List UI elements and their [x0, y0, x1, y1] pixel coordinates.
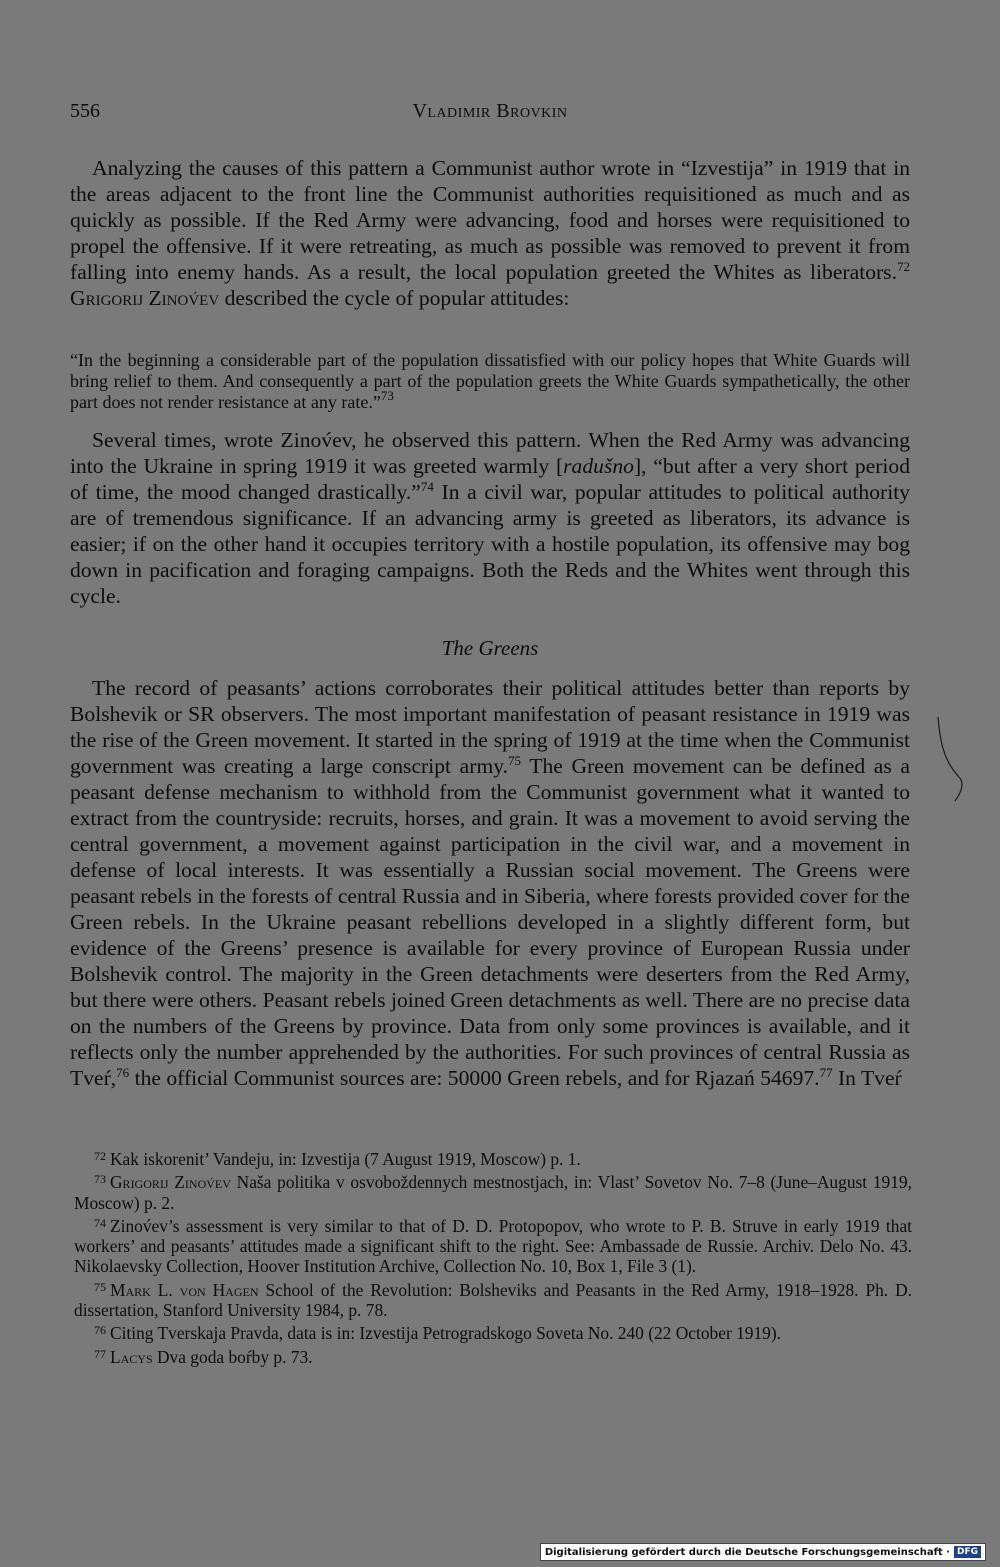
author-name-zinovev: Grigorij Zinov́ev: [70, 286, 220, 310]
footnote-text: Naša politika v osvoboždennych mestnostjach, in: Vlast’ Sovetov No. 7–8 (June–August 1919, Moscow) p. 2.: [74, 1172, 912, 1213]
page-number: 556: [70, 100, 100, 122]
footnote-77: [74, 1344, 912, 1367]
footnote-72: [74, 1146, 912, 1169]
footnote-ref-73[interactable]: 73: [380, 388, 394, 403]
footnote-number: 72: [94, 1149, 106, 1163]
footnote-number: 73: [94, 1172, 106, 1187]
footnote-76: [74, 1320, 912, 1343]
footnote-number: 74: [94, 1215, 106, 1230]
footnote-ref-72[interactable]: 72: [897, 259, 910, 274]
paragraph-1-text-a: Analyzing the causes of this pattern a Communist author wrote in “Izvestija” in 1919 that in the areas adjacent to the front line the Communist authorities requisitioned as much and as quickly as possible. If the Red Army were advancing, food and horses were requisitioned to propel the offensive. If it were retreating, as much as possible was removed to prevent it from falling into enemy hands. As a result, the local population greeted the Whites as liberators.: [70, 156, 910, 284]
footnote-ref-75[interactable]: 75: [508, 753, 522, 768]
paragraph-2-text-a: Several times, wrote Zinov́ev, he observed this pattern. When the Red Army was advancing into the Ukraine in spring 1919 it was greeted warmly [: [70, 428, 910, 478]
footnote-number: 75: [94, 1279, 106, 1294]
footnote-author: Lacys: [110, 1346, 153, 1367]
paragraph-1-text-b: described the cycle of popular attitudes:: [219, 286, 570, 310]
paragraph-2-text-c: In a civil war, popular attitudes to political authority are of tremendous significance. If an advancing army is greeted as liberators, its advance is easier; if on the other hand it occupies territory with a hostile population, its offensive may bog down in pacification and foraging campaigns. Both the Reds and the Whites went through this cycle.: [70, 480, 910, 608]
footer-text: Digitalisierung gefördert durch die Deutsche Forschungsgemeinschaft ·: [544, 1546, 950, 1558]
footnote-text: Zinov́ev’s assessment is very similar to that of D. D. Protopopov, who wrote to P. B. Struve in early 1919 that workers’ and peasants’ attitudes made a significant shift to the right. See: Ambassade de Russie. Archiv. Delo No. 43. Nikolaevsky Collection, Hoover Institution Archive, Collection No. 10, Box 1, File 3 (1).: [74, 1215, 912, 1277]
footnote-74: [74, 1213, 912, 1277]
paragraph-3: [70, 675, 910, 1091]
paragraph-2-italic-term: radušno: [563, 454, 634, 478]
paragraph-3-text-c: the official Communist sources are: 50000 Green rebels, and for Rjazań 54697.: [129, 1066, 820, 1090]
paragraph-2-text-b: ], “but after a very short period of time, the mood changed drastically.”: [70, 454, 911, 504]
footnote-author: Mark L. von Hagen: [110, 1279, 259, 1300]
footnote-ref-74[interactable]: 74: [420, 479, 434, 494]
margin-pencil-mark: [935, 715, 975, 805]
footnote-author: Grigorij Zinov́ev: [110, 1172, 231, 1193]
paragraph-3-text-d: In Tveŕ: [832, 1066, 902, 1090]
block-quote: [70, 350, 910, 413]
running-head: [70, 100, 910, 130]
footnote-text: Citing Tverskaja Pravda, data is in: Izvestija Petrogradskogo Soveta No. 240 (22 October 1919).: [110, 1323, 782, 1344]
paragraph-2: [70, 427, 910, 609]
quote-text: “In the beginning a considerable part of the population dissatisfied with our policy hopes that White Guards will bring relief to them. And consequently a part of the population greets the White Guards sympathetically, the other part does not render resistance at any rate.”: [70, 350, 910, 412]
footnote-75: [74, 1277, 912, 1321]
footnote-ref-77[interactable]: 77: [819, 1065, 833, 1080]
footnote-text: Kak iskorenit’ Vandeju, in: Izvestija (7 August 1919, Moscow) p. 1.: [110, 1149, 581, 1169]
section-heading: The Greens: [441, 636, 539, 660]
footnote-73: [74, 1169, 912, 1213]
footnote-text: Dva goda boŕby p. 73.: [152, 1346, 313, 1367]
paragraph-3-text-b: The Green movement can be defined as a peasant defense mechanism to withhold from the Communist government what it wanted to extract from the countryside: recruits, horses, and grain. It was a movement to avoid serving the central government, a movement against participation in the civil war, and a movement in defense of local interests. It was essentially a Russian social movement. The Greens were peasant rebels in the forests of central Russia and in Siberia, where forests provided cover for the Green rebels. In the Ukraine peasant rebellions developed in a slightly different form, but evidence of the Greens’ presence is available for every province of European Russia under Bolshevik control. The majority in the Green detachments were deserters from the Red Army, but there were others. Peasant rebels joined Green detachments as well. There are no precise data on the numbers of the Greens by province. Data from only some provinces is available, and it reflects only the number apprehended by the authorities. For such provinces of central Russia as Tveŕ,: [70, 754, 910, 1090]
paragraph-3-text-a: The record of peasants’ actions corroborates their political attitudes better than reports by Bolshevik or SR observers. The most important manifestation of peasant resistance in 1919 was the rise of the Green movement. It started in the spring of 1919 at the time when the Communist government was creating a large conscript army.: [70, 676, 910, 778]
footnote-number: 77: [94, 1346, 106, 1361]
footnotes: [74, 1146, 912, 1367]
footnote-ref-76[interactable]: 76: [116, 1065, 130, 1080]
dfg-logo: DFG: [954, 1546, 981, 1558]
footnote-number: 76: [94, 1323, 106, 1338]
digitization-footer: [540, 1543, 986, 1561]
paragraph-1: [70, 155, 910, 311]
running-title: Vladimir Brovkin: [412, 100, 568, 122]
footnote-text: School of the Revolution: Bolsheviks and Peasants in the Red Army, 1918–1928. Ph. D. dissertation, Stanford University 1984, p. 78.: [74, 1279, 913, 1321]
